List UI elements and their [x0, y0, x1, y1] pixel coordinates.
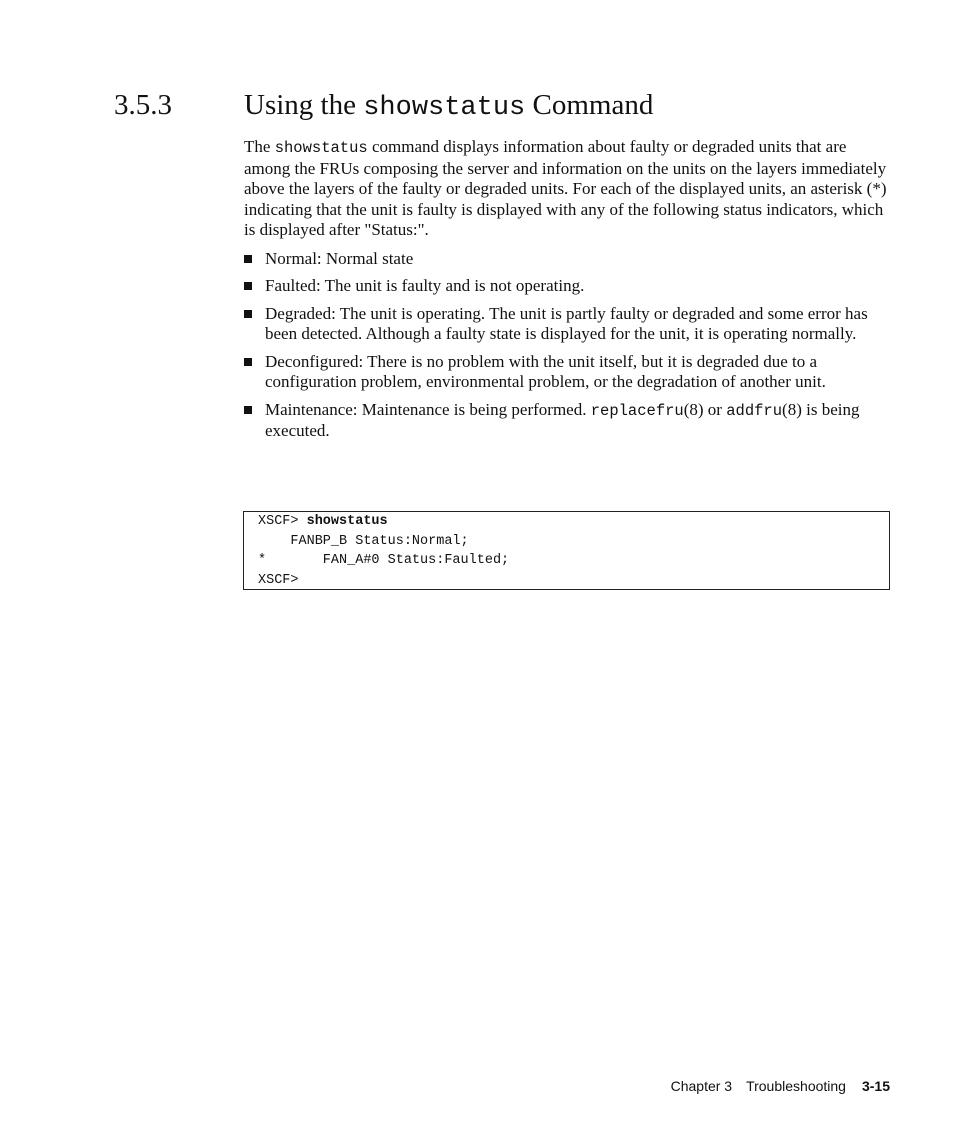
- status-indicator-list: [244, 249, 892, 442]
- section-title-code: showstatus: [363, 93, 526, 123]
- code-line: * FAN_A#0 Status:Faulted;: [258, 553, 510, 568]
- list-item: Deconfigured: There is no problem with the unit itself, but it is degraded due to a configuration problem, environmental problem, or the degradation of another unit.: [244, 352, 892, 393]
- code-line: XSCF>: [258, 572, 299, 588]
- footer-chapter: Chapter 3: [670, 1078, 733, 1094]
- intro-code: showstatus: [274, 139, 368, 157]
- bullet-icon: [244, 310, 252, 318]
- list-item: Maintenance: Maintenance is being performed. replacefru(8) or addfru(8) is being executed.: [244, 400, 892, 442]
- bullet-icon: [244, 406, 252, 414]
- footer-chapter-title: Troubleshooting: [746, 1078, 846, 1094]
- footer-page-number: 3-15: [861, 1078, 890, 1094]
- section-number: 3.5.3: [114, 89, 172, 121]
- intro-paragraph: The showstatus command displays information about faulty or degraded units that are among the FRUs composing the server and information on the units on the layers immediately above the layers of the faulty or degraded units. For each of the displayed units, an asterisk (*) indicating that the unit is faulty is displayed with any of the following status indicators, which is displayed after "Status:".: [244, 137, 887, 240]
- list-item: Normal: Normal state: [244, 249, 892, 270]
- bullet-icon: [244, 358, 252, 366]
- section-title: Using the showstatus Command: [244, 89, 654, 123]
- code-line: FANBP_B Status:Normal;: [258, 533, 469, 549]
- replacefru-code: replacefru: [590, 401, 684, 420]
- section-body: [244, 137, 892, 449]
- list-item: Faulted: The unit is faulty and is not operating.: [244, 276, 892, 297]
- bullet-icon: [244, 282, 252, 290]
- code-example-box: [243, 511, 890, 590]
- code-command: showstatus: [306, 514, 388, 529]
- code-example: [258, 512, 509, 590]
- addfru-code: addfru: [726, 401, 783, 420]
- code-line: XSCF> showstatus: [258, 514, 388, 529]
- list-item: Degraded: The unit is operating. The unit is partly faulty or degraded and some error has been detected. Although a faulty state is displayed for the unit, it is operating normally.: [244, 304, 892, 345]
- bullet-icon: [244, 255, 252, 263]
- page-footer: [671, 1078, 890, 1094]
